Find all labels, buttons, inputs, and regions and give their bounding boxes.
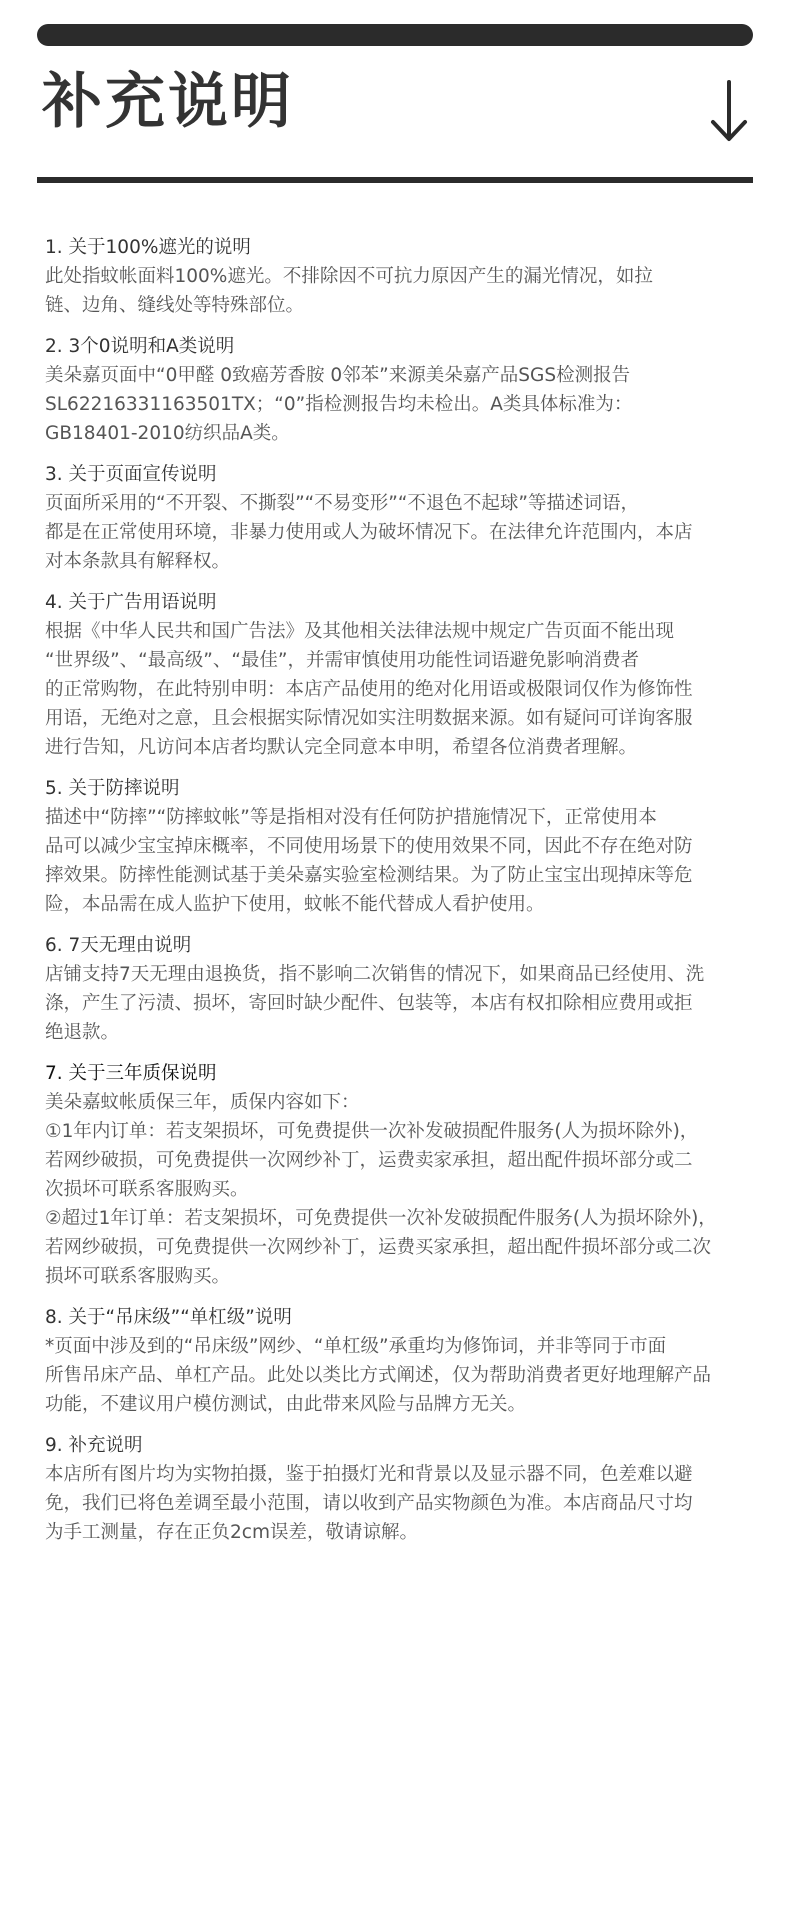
- note-section: [45, 1059, 757, 1291]
- arrow-down-icon: [709, 80, 749, 144]
- note-line: 的正常购物，在此特别申明：本店产品使用的绝对化用语或极限词仅作为修饰性: [45, 679, 693, 700]
- note-section-title: 3. 关于页面宣传说明: [45, 464, 217, 485]
- note-line: *页面中涉及到的“吊床级”网纱、“单杠级”承重均为修饰词，并非等同于市面: [45, 1336, 667, 1357]
- note-line: 链、边角、缝线处等特殊部位。: [45, 295, 305, 316]
- note-line: ①1年内订单：若支架损坏，可免费提供一次补发破损配件服务(人为损坏除外)，: [45, 1121, 699, 1142]
- note-line: 损坏可联系客服购买。: [45, 1266, 231, 1287]
- note-line: 摔效果。防摔性能测试基于美朵嘉实验室检测结果。为了防止宝宝出现掉床等危: [45, 865, 693, 886]
- note-line: 页面所采用的“不开裂、不撕裂”“不易变形”“不退色不起球”等描述词语，: [45, 493, 640, 514]
- note-line: 次损坏可联系客服购买。: [45, 1179, 249, 1200]
- note-section: [45, 588, 757, 762]
- note-line: 若网纱破损，可免费提供一次网纱补丁，运费卖家承担，超出配件损坏部分或二: [45, 1150, 693, 1171]
- note-line: 美朵嘉页面中“0甲醛 0致癌芳香胺 0邻苯”来源美朵嘉产品SGS检测报告: [45, 365, 631, 386]
- note-line: GB18401-2010纺织品A类。: [45, 423, 290, 444]
- note-line: 涤，产生了污渍、损坏，寄回时缺少配件、包装等，本店有权扣除相应费用或拒: [45, 993, 693, 1014]
- note-section: [45, 233, 757, 320]
- top-bar: [37, 24, 753, 46]
- notes-list: [45, 233, 757, 1559]
- note-line: 所售吊床产品、单杠产品。此处以类比方式阐述，仅为帮助消费者更好地理解产品: [45, 1365, 712, 1386]
- note-line: 都是在正常使用环境，非暴力使用或人为破坏情况下。在法律允许范围内，本店: [45, 522, 693, 543]
- note-section: [45, 1431, 757, 1547]
- note-line: 店铺支持7天无理由退换货，指不影响二次销售的情况下，如果商品已经使用、洗: [45, 964, 705, 985]
- note-section-title: 2. 3个0说明和A类说明: [45, 336, 235, 357]
- note-line: 本店所有图片均为实物拍摄，鉴于拍摄灯光和背景以及显示器不同，色差难以避: [45, 1464, 693, 1485]
- note-line: 绝退款。: [45, 1022, 120, 1043]
- note-line: 进行告知，凡访问本店者均默认完全同意本申明，希望各位消费者理解。: [45, 737, 638, 758]
- note-line: “世界级”、“最高级”、“最佳”，并需审慎使用功能性词语避免影响消费者: [45, 650, 640, 671]
- note-line: 若网纱破损，可免费提供一次网纱补丁，运费买家承担，超出配件损坏部分或二次: [45, 1237, 712, 1258]
- note-line: 描述中“防摔”“防摔蚊帐”等是指相对没有任何防护措施情况下，正常使用本: [45, 807, 657, 828]
- title-divider: [37, 177, 753, 183]
- note-line: 美朵嘉蚊帐质保三年，质保内容如下：: [45, 1092, 360, 1113]
- note-section: [45, 931, 757, 1047]
- note-line: 险，本品需在成人监护下使用，蚊帐不能代替成人看护使用。: [45, 894, 545, 915]
- note-line: 免，我们已将色差调至最小范围，请以收到产品实物颜色为准。本店商品尺寸均: [45, 1493, 693, 1514]
- note-section-title: 9. 补充说明: [45, 1435, 143, 1456]
- note-line: 此处指蚊帐面料100%遮光。不排除因不可抗力原因产生的漏光情况，如拉: [45, 266, 653, 287]
- note-section-title: 5. 关于防摔说明: [45, 778, 180, 799]
- note-line: ②超过1年订单：若支架损坏，可免费提供一次补发破损配件服务(人为损坏除外)，: [45, 1208, 717, 1229]
- note-line: 对本条款具有解释权。: [45, 551, 231, 572]
- note-line: 功能，不建议用户模仿测试，由此带来风险与品牌方无关。: [45, 1394, 527, 1415]
- note-section-title: 1. 关于100%遮光的说明: [45, 237, 251, 258]
- note-section-title: 8. 关于“吊床级”“单杠级”说明: [45, 1307, 292, 1328]
- note-section: [45, 1303, 757, 1419]
- note-line: 根据《中华人民共和国广告法》及其他相关法律法规中规定广告页面不能出现: [45, 621, 675, 642]
- note-line: SL62216331163501TX；“0”指检测报告均未检出。A类具体标准为：: [45, 394, 633, 415]
- note-section: [45, 774, 757, 919]
- note-section-title: 7. 关于三年质保说明: [45, 1063, 217, 1084]
- note-section-title: 4. 关于广告用语说明: [45, 592, 217, 613]
- page-title: 补充说明: [42, 67, 294, 137]
- note-section-title: 6. 7天无理由说明: [45, 935, 192, 956]
- note-line: 用语，无绝对之意，且会根据实际情况如实注明数据来源。如有疑问可详询客服: [45, 708, 693, 729]
- note-section: [45, 460, 757, 576]
- note-line: 为手工测量，存在正负2cm误差，敬请谅解。: [45, 1522, 418, 1543]
- note-section: [45, 332, 757, 448]
- note-line: 品可以减少宝宝掉床概率，不同使用场景下的使用效果不同，因此不存在绝对防: [45, 836, 693, 857]
